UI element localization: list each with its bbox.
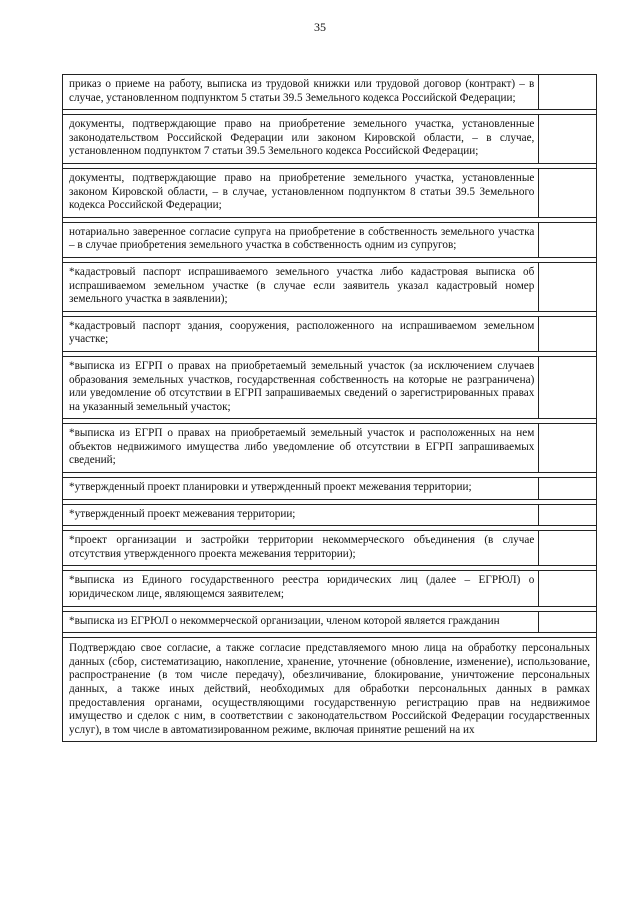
document-row [63, 531, 597, 566]
document-row [63, 611, 597, 633]
document-mark-cell[interactable] [539, 478, 597, 500]
document-mark-cell[interactable] [539, 168, 597, 217]
document-row [63, 262, 597, 311]
document-description: приказ о приеме на работу, выписка из трудовой книжки или трудовой договор (контракт) – в случае, установленном подпунктом 5 статьи 39.5 Земельного кодекса Российской Федерации; [63, 75, 539, 110]
document-row [63, 222, 597, 257]
document-description: *кадастровый паспорт здания, сооружения, расположенного на испрашиваемом земельном участке; [63, 316, 539, 351]
document-mark-cell[interactable] [539, 424, 597, 473]
document-description: *утвержденный проект межевания территории; [63, 504, 539, 526]
document-row [63, 168, 597, 217]
document-row [63, 424, 597, 473]
document-description: *проект организации и застройки территории некоммерческого объединения (в случае отсутствия утвержденного проекта межевания территории); [63, 531, 539, 566]
documents-table [62, 74, 597, 742]
document-description: *выписка из ЕГРП о правах на приобретаемый земельный участок (за исключением случаев образования земельных участков, государственная собственность на которые не разграничена) или уведомление об отсутствии в ЕГРП запрашиваемых сведений о зарегистрированных правах на указанный земельный участок; [63, 356, 539, 418]
page-number: 35 [314, 20, 326, 34]
document-description: *выписка из Единого государственного реестра юридических лиц (далее – ЕГРЮЛ) о юридическом лице, являющемся заявителем; [63, 571, 539, 606]
document-description: нотариально заверенное согласие супруга на приобретение в собственность земельного участка – в случае приобретения земельного участка в собственность одним из супругов; [63, 222, 539, 257]
document-row [63, 356, 597, 418]
document-row [63, 115, 597, 164]
document-mark-cell[interactable] [539, 531, 597, 566]
document-mark-cell[interactable] [539, 611, 597, 633]
document-description: документы, подтверждающие право на приобретение земельного участка, установленные законодательством Российской Федерации или законом Кировской области, – в случае, установленном подпунктом 7 статьи 39.5 Земельного кодекса Российской Федерации; [63, 115, 539, 164]
document-mark-cell[interactable] [539, 75, 597, 110]
document-row [63, 75, 597, 110]
document-mark-cell[interactable] [539, 356, 597, 418]
document-mark-cell[interactable] [539, 115, 597, 164]
document-row [63, 504, 597, 526]
document-row [63, 478, 597, 500]
document-description: *кадастровый паспорт испрашиваемого земельного участка либо кадастровая выписка об испрашиваемом земельном участке (в случае если заявитель указал кадастровый номер земельного участка в заявлении); [63, 262, 539, 311]
document-description: документы, подтверждающие право на приобретение земельного участка, установленные законом Кировской области, – в случае, установленном подпунктом 8 статьи 39.5 Земельного кодекса Российской Федерации; [63, 168, 539, 217]
document-description: *утвержденный проект планировки и утвержденный проект межевания территории; [63, 478, 539, 500]
consent-row [63, 638, 597, 742]
document-mark-cell[interactable] [539, 504, 597, 526]
document-description: *выписка из ЕГРЮЛ о некоммерческой организации, членом которой является гражданин [63, 611, 539, 633]
document-row [63, 571, 597, 606]
document-description: *выписка из ЕГРП о правах на приобретаемый земельный участок и расположенных на нем объектов недвижимого имущества либо уведомление об отсутствии в ЕГРП запрашиваемых сведений; [63, 424, 539, 473]
document-mark-cell[interactable] [539, 262, 597, 311]
document-mark-cell[interactable] [539, 222, 597, 257]
consent-text: Подтверждаю свое согласие, а также согласие представляемого мною лица на обработку персональных данных (сбор, систематизацию, накопление, хранение, уточнение (обновление, изменение), использование, распространение (в том числе передачу), обезличивание, блокирование, уничтожение персональных данных, а также иных действий, необходимых для обработки персональных данных в рамках предоставления органами, осуществляющими государственную регистрацию прав на недвижимое имущество и сделок с ним, в соответствии с законодательством Российской Федерации государственных услуг), в том числе в автоматизированном режиме, включая принятие решений на их [63, 638, 597, 742]
document-row [63, 316, 597, 351]
document-mark-cell[interactable] [539, 316, 597, 351]
document-mark-cell[interactable] [539, 571, 597, 606]
